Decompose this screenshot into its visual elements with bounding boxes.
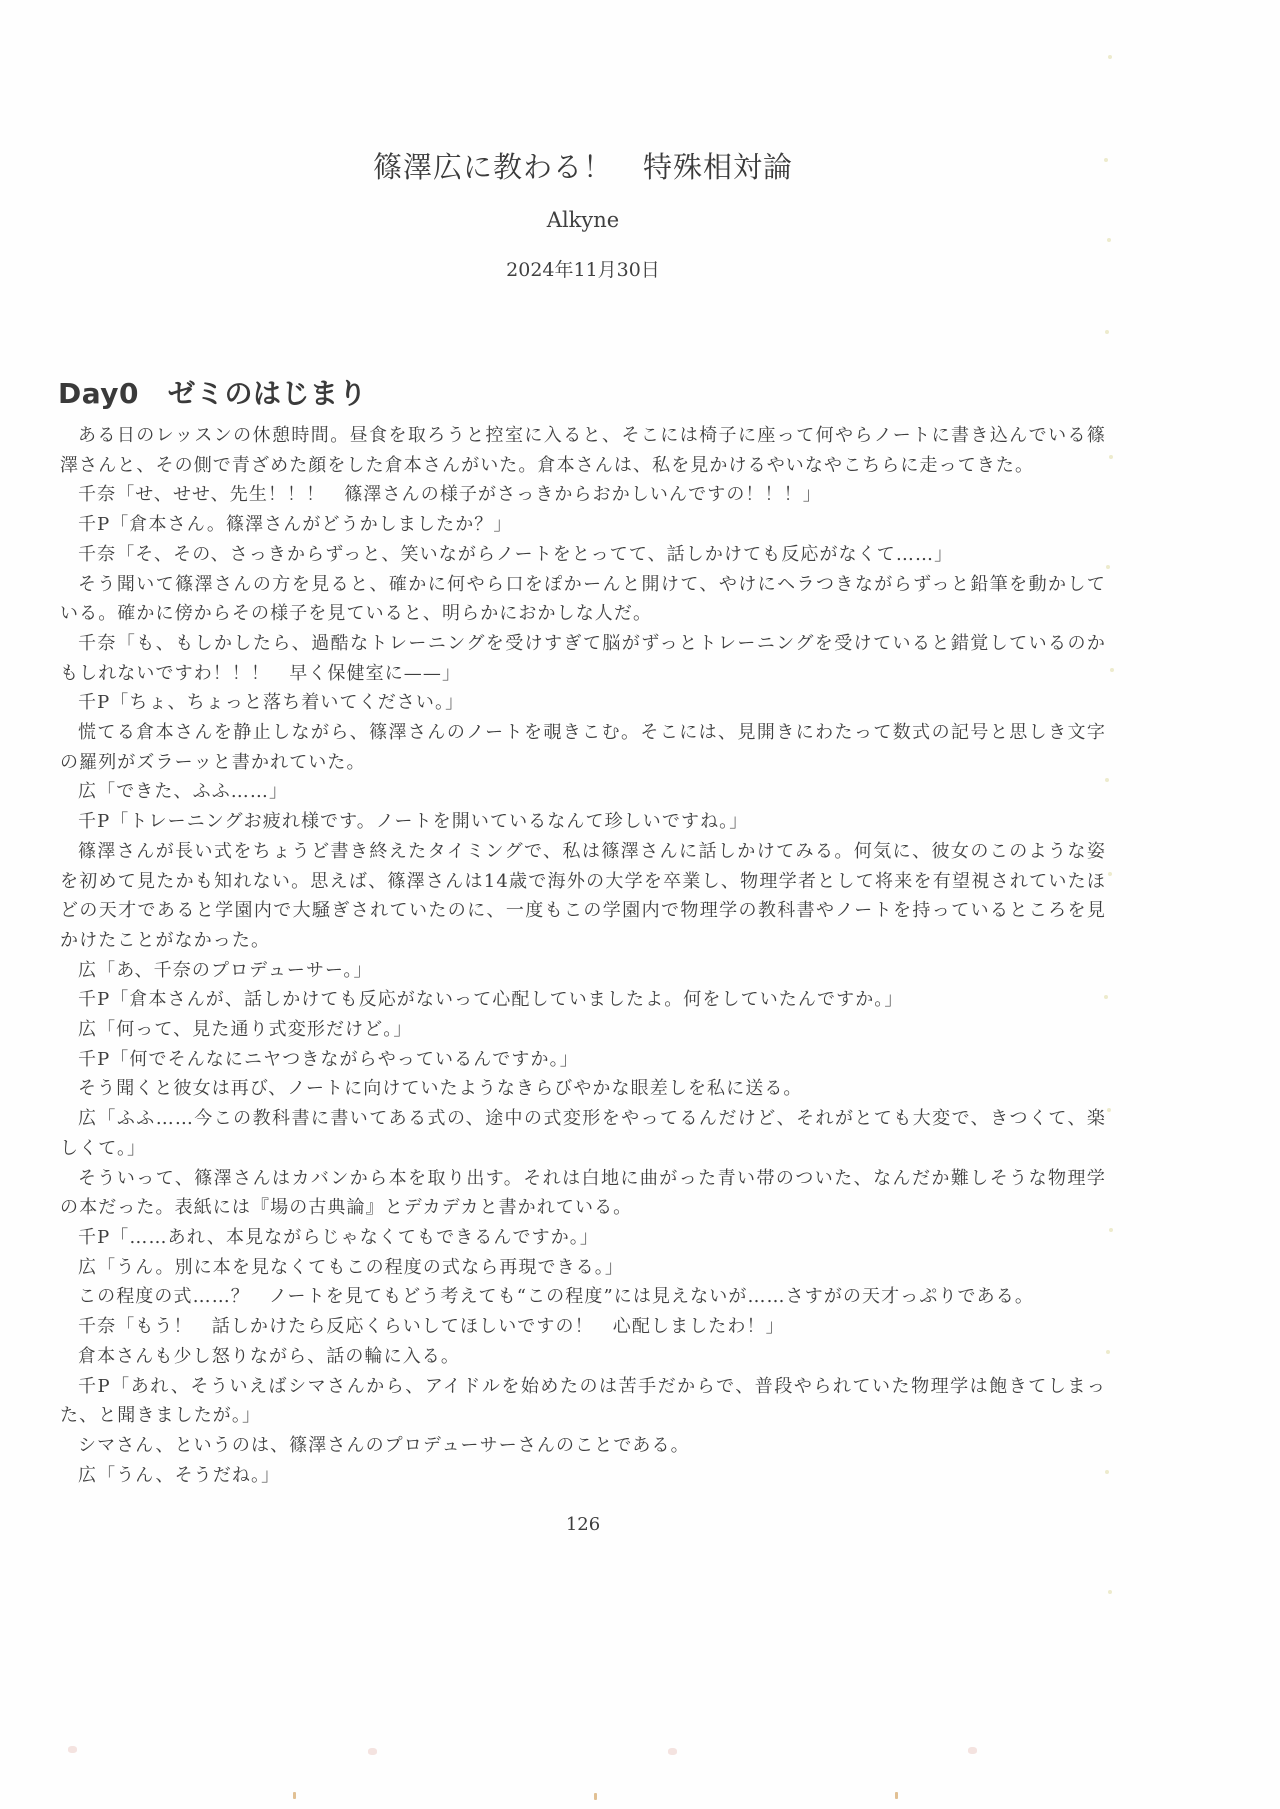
scan-smudge [668,1748,677,1755]
body-paragraph: そう聞いて篠澤さんの方を見ると、確かに何やら口をぽかーんと開けて、やけにヘラつきながらずっと鉛筆を動かしている。確かに傍からその様子を見ていると、明らかにおかしな人だ。 [60,573,1106,625]
scan-speck [1105,330,1109,334]
scan-speck [1110,668,1114,672]
body-paragraph: 千奈「もう！ 話しかけたら反応くらいしてほしいですの！ 心配しましたわ！」 [78,1316,785,1338]
scan-smudge [368,1748,377,1755]
body-paragraph: 千P「ちょ、ちょっと落ち着いてください。」 [78,692,465,714]
body-paragraph: 千P「倉本さんが、話しかけても反応がないって心配していましたよ。何をしていたんですか。」 [78,989,904,1011]
body-paragraph: 千奈「そ、その、さっきからずっと、笑いながらノートをとってて、話しかけても反応がなくて……」 [78,543,954,565]
body-paragraph: 千奈「も、もしかしたら、過酷なトレーニングを受けすぎて脳がずっとトレーニングを受けていると錯覚しているのかもしれないですわ！！！ 早く保健室に——」 [60,632,1106,684]
scan-speck [1104,995,1108,999]
body-paragraph: シマさん、というのは、篠澤さんのプロデューサーさんのことである。 [78,1434,690,1456]
scan-smudge [68,1746,77,1753]
body-paragraph: そう聞くと彼女は再び、ノートに向けていたようなきらびやかな眼差しを私に送る。 [78,1078,803,1100]
body-paragraph: 千P「トレーニングお疲れ様です。ノートを開いているなんて珍しいですね。」 [78,811,749,833]
body-paragraph: 篠澤さんが長い式をちょうど書き終えたタイミングで、私は篠澤さんに話しかけてみる。何気に、彼女のこのような姿を初めて見たかも知れない。思えば、篠澤さんは14歳で海外の大学を卒業し、物理学者として将来を有望視されていたほどの天才であると学園内で大騒ぎされていたのに、一度もこの学園内で物理学の教科書やノートを持っているところを見かけたことがなかった。 [60,840,1106,951]
scan-speck [1104,158,1108,162]
page-number: 126 [565,1514,601,1535]
body-paragraph: 広「ふふ……今この教科書に書いてある式の、途中の式変形をやってるんだけど、それがとても大変で、きつくて、楽しくて。」 [60,1108,1106,1159]
document-date: 2024年11月30日 [506,259,660,281]
body-paragraph: この程度の式……？ ノートを見てもどう考えても“この程度”には見えないが……さすがの天才っぷりである。 [78,1286,1034,1308]
body-text [60,421,1106,1490]
scan-speck [1109,455,1113,459]
body-paragraph: 千奈「せ、せせ、先生！！！ 篠澤さんの様子がさっきからおかしいんですの！！！」 [78,484,822,506]
scan-dash [293,1792,296,1799]
scan-dash [895,1792,898,1799]
body-paragraph: 慌てる倉本さんを静止しながら、篠澤さんのノートを覗きこむ。そこには、見開きにわたって数式の記号と思しき文字の羅列がズラーッと書かれていた。 [60,722,1106,773]
body-paragraph: 広「うん。別に本を見なくてもこの程度の式なら再現できる。」 [78,1256,624,1278]
scan-speck [1105,778,1109,782]
body-paragraph: そういって、篠澤さんはカバンから本を取り出す。それは白地に曲がった青い帯のついた、なんだか難しそうな物理学の本だった。表紙には『場の古典論』とデカデカと書かれている。 [60,1167,1106,1219]
body-paragraph: 倉本さんも少し怒りながら、話の輪に入る。 [78,1345,460,1367]
section-heading: Day0 ゼミのはじまり [58,377,368,410]
scan-speck [1109,1228,1113,1232]
scan-speck [1108,55,1112,59]
body-paragraph: 広「できた、ふふ……」 [78,781,289,803]
body-paragraph: 千P「倉本さん。篠澤さんがどうかしましたか？」 [78,514,513,536]
document-title: 篠澤広に教わる！ 特殊相対論 [372,150,793,184]
scan-speck [1106,565,1110,569]
scan-speck [1108,1590,1112,1594]
body-paragraph: 千P「何でそんなにニヤつきながらやっているんですか。」 [78,1048,579,1070]
body-paragraph: 広「何って、見た通り式変形だけど。」 [78,1019,413,1041]
body-paragraph: 千P「あれ、そういえばシマさんから、アイドルを始めたのは苦手だからで、普段やられていた物理学は飽きてしまった、と聞きましたが。」 [60,1375,1106,1427]
scan-dash [594,1793,597,1800]
scan-speck [1107,238,1111,242]
scan-speck [1107,1108,1111,1112]
scan-speck [1105,1470,1109,1474]
body-paragraph: 千P「……あれ、本見ながらじゃなくてもできるんですか。」 [78,1226,599,1248]
body-paragraph: 広「あ、千奈のプロデューサー。」 [78,959,373,981]
scan-speck [1106,1350,1110,1354]
scan-smudge [968,1747,977,1754]
document-author: Alkyne [546,208,620,232]
body-paragraph: 広「うん、そうだね。」 [78,1464,281,1486]
scan-speck [1108,872,1112,876]
body-paragraph: ある日のレッスンの休憩時間。昼食を取ろうと控室に入ると、そこには椅子に座って何やらノートに書き込んでいる篠澤さんと、その側で青ざめた顔をした倉本さんがいた。倉本さんは、私を見かけるやいなやこちらに走ってきた。 [60,425,1106,476]
